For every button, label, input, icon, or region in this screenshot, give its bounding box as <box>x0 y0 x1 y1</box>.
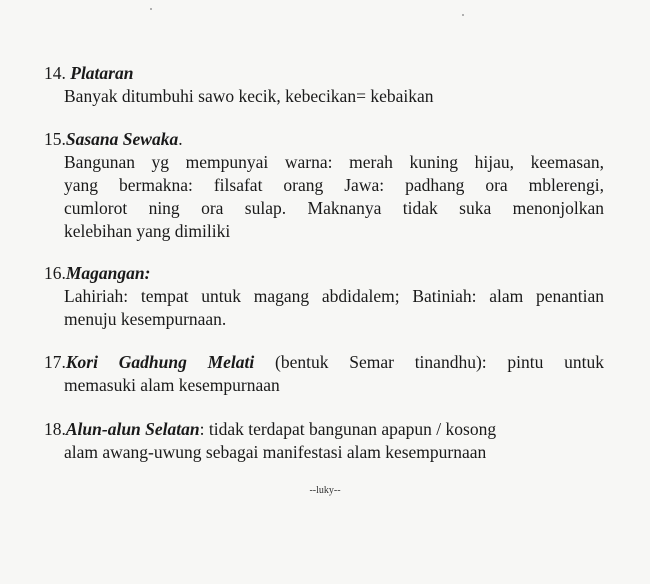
item-number: 16. <box>44 263 66 283</box>
scan-speck <box>150 8 152 10</box>
item-16-heading <box>44 262 604 285</box>
item-title-suffix: . <box>178 129 183 149</box>
body-line: kelebihan yang dimiliki <box>64 221 231 241</box>
item-17-body <box>44 374 604 397</box>
item-17-heading <box>44 351 604 374</box>
item-17 <box>44 351 604 397</box>
item-title: Alun-alun Selatan <box>65 419 200 439</box>
item-15-heading <box>44 128 604 151</box>
item-16-body <box>44 285 604 331</box>
item-number: 18. <box>44 419 66 439</box>
body-line: Banyak ditumbuhi sawo kecik, kebecikan= kebaikan <box>64 86 434 106</box>
scan-speck <box>462 14 464 16</box>
body-line: yang bermakna: filsafat orang Jawa: padhang ora mblerengi, <box>64 175 604 195</box>
body-line: Lahiriah: tempat untuk magang abdidalem; Batiniah: alam penantian <box>64 286 604 306</box>
item-14 <box>44 62 604 108</box>
body-line: memasuki alam kesempurnaan <box>64 375 280 395</box>
item-number: 14. <box>44 63 71 83</box>
item-title: Magangan: <box>65 263 151 283</box>
body-line: menuju kesempurnaan. <box>64 309 227 329</box>
item-14-heading <box>44 62 604 85</box>
item-title: Sasana Sewaka <box>65 129 179 149</box>
body-line: cumlorot ning ora sulap. Maknanya tidak suka menonjolkan <box>64 198 604 218</box>
item-number: 17. <box>44 352 66 372</box>
item-16 <box>44 262 604 331</box>
item-number: 15. <box>44 129 66 149</box>
item-18 <box>44 418 604 464</box>
item-18-body <box>44 441 604 464</box>
item-title: Plataran <box>70 63 134 83</box>
body-line: Bangunan yg mempunyai warna: merah kuning hijau, keemasan, <box>64 152 604 172</box>
item-15-body <box>44 151 604 243</box>
item-title: Kori Gadhung Melati <box>65 352 255 372</box>
item-inline-text: (bentuk Semar tinandhu): pintu untuk <box>254 352 604 372</box>
item-18-heading <box>44 418 604 441</box>
item-14-body <box>44 85 604 108</box>
item-15 <box>44 128 604 243</box>
footer-signature: --luky-- <box>309 485 341 496</box>
item-inline-text: : tidak terdapat bangunan apapun / kosong <box>199 419 497 439</box>
body-line: alam awang-uwung sebagai manifestasi alam kesempurnaan <box>64 442 487 462</box>
